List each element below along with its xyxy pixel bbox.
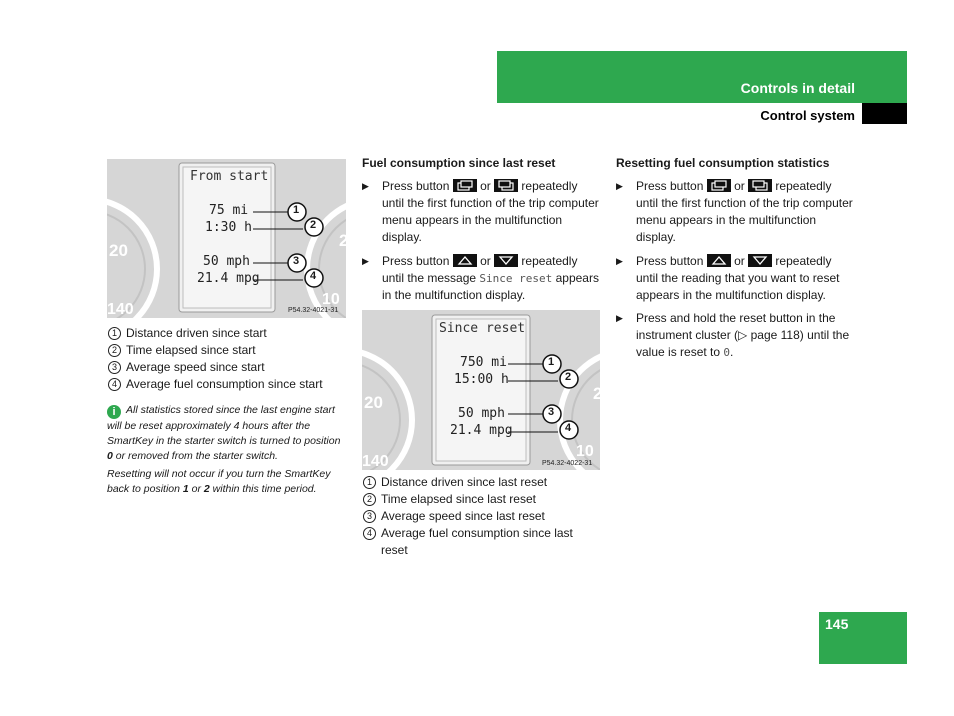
gauge-label-2: 2 <box>593 384 603 403</box>
arrow-up-button-icon <box>453 254 477 267</box>
gauge-label-10: 10 <box>322 291 340 308</box>
legend-number: 3 <box>363 510 376 523</box>
heading-fuel-since-reset: Fuel consumption since last reset <box>362 156 556 170</box>
step <box>362 178 602 246</box>
section-tab <box>862 103 907 124</box>
legend-text: Average fuel consumption since start <box>126 377 323 391</box>
legend-item <box>363 491 599 508</box>
display-title: From start <box>190 169 269 184</box>
display-line-consumption: 21.4 mpg <box>450 423 513 438</box>
bullet: ▶ <box>616 256 623 266</box>
step-text: . <box>730 345 734 359</box>
step-text: or <box>734 179 745 193</box>
display-line-speed: 50 mph <box>203 254 250 269</box>
step-text: appears in the multifunction display. <box>382 271 599 302</box>
step-text: repeatedly until the first function of the trip computer menu appears in the multifunction display. <box>636 179 853 244</box>
step-text: Press button <box>382 254 450 268</box>
section-title: Controls in detail <box>740 80 855 96</box>
callout-label-2: 2 <box>310 219 317 231</box>
legend-item <box>108 359 348 376</box>
gauge-label-2: 2 <box>339 231 349 250</box>
step-text: Press button <box>636 254 704 268</box>
step-text: repeatedly until the reading that you want to reset appears in the multifunction display. <box>636 254 840 302</box>
display-value: 0 <box>723 346 731 359</box>
callout-label-3: 3 <box>293 255 300 267</box>
figure-since-reset <box>362 310 603 470</box>
step-text: Press button <box>636 179 704 193</box>
step-text: or <box>480 179 491 193</box>
step <box>616 178 856 246</box>
callout-label-1: 1 <box>548 356 555 368</box>
info-note <box>107 403 347 463</box>
legend-from-start <box>108 325 348 393</box>
note-text: or <box>188 482 204 495</box>
legend-number: 1 <box>108 327 121 340</box>
display-title: Since reset <box>439 321 526 336</box>
legend-item <box>108 342 348 359</box>
step <box>616 253 856 304</box>
display-line-consumption: 21.4 mpg <box>197 271 260 286</box>
gauge-label-140: 140 <box>362 453 389 470</box>
figure-from-start <box>107 159 349 318</box>
legend-text: Average fuel consumption since last reset <box>381 526 573 557</box>
legend-text: Average speed since last reset <box>381 509 545 523</box>
display-line-speed: 50 mph <box>458 406 505 421</box>
arrow-up-button-icon <box>707 254 731 267</box>
legend-number: 3 <box>108 361 121 374</box>
legend-number: 2 <box>363 493 376 506</box>
note-text: All statistics stored since the last engine start will be reset approximately 4 hours after the SmartKey in the starter switch is turned to position <box>107 404 341 447</box>
legend-number: 1 <box>363 476 376 489</box>
note-text: or removed from the starter switch. <box>112 449 278 462</box>
gauge-label-20: 20 <box>364 393 383 412</box>
note-position: 1 <box>182 482 189 495</box>
heading-resetting-statistics: Resetting fuel consumption statistics <box>616 156 830 170</box>
note-position: 0 <box>107 449 113 462</box>
step-text: repeatedly until the message <box>382 254 578 285</box>
step-text: Press button <box>382 179 450 193</box>
arrow-down-button-icon <box>748 254 772 267</box>
step-text: ) until the value is reset to <box>636 328 850 359</box>
info-icon: i <box>107 405 121 419</box>
page-forward-button-icon <box>707 179 731 192</box>
page-forward-button-icon <box>453 179 477 192</box>
legend-text: Average speed since start <box>126 360 265 374</box>
legend-item <box>108 325 348 342</box>
display-line-distance: 750 mi <box>460 355 507 370</box>
step-text: repeatedly until the first function of the trip computer menu appears in the multifunction display. <box>382 179 599 244</box>
display-line-time: 15:00 h <box>454 372 509 387</box>
page-number: 145 <box>825 616 849 632</box>
legend-text: Distance driven since last reset <box>381 475 548 489</box>
note-text: Resetting will not occur if you turn the SmartKey back to position <box>107 468 331 495</box>
callout-label-1: 1 <box>293 204 300 216</box>
display-message: Since reset <box>479 272 553 285</box>
display-line-time: 1:30 h <box>205 220 252 235</box>
arrow-down-button-icon <box>494 254 518 267</box>
note-text: within this time period. <box>209 482 317 495</box>
display-line-distance: 75 mi <box>209 203 249 218</box>
gauge-label-20: 20 <box>109 241 128 260</box>
step-text: or <box>480 254 491 268</box>
info-note-2 <box>107 467 347 497</box>
legend-text: Distance driven since start <box>126 326 267 340</box>
page-reference-link[interactable]: ▷ page 118 <box>738 328 800 342</box>
legend-item <box>108 376 348 393</box>
subsection-title: Control system <box>760 108 855 123</box>
step-text: or <box>734 254 745 268</box>
figure-code: P54.32-4021-31 <box>288 307 339 314</box>
callout-label-4: 4 <box>310 270 317 282</box>
figure-code: P54.32-4022-31 <box>542 460 593 467</box>
legend-text: Time elapsed since start <box>126 343 256 357</box>
legend-text: Time elapsed since last reset <box>381 492 536 506</box>
page-back-button-icon <box>748 179 772 192</box>
legend-item <box>363 508 599 525</box>
bullet: ▶ <box>616 181 623 191</box>
bullet: ▶ <box>362 181 369 191</box>
step <box>362 253 602 304</box>
page-back-button-icon <box>494 179 518 192</box>
legend-number: 4 <box>108 378 121 391</box>
step-text: Press and hold the reset button in the instrument cluster ( <box>636 311 836 342</box>
gauge-label-10: 10 <box>576 443 594 460</box>
legend-item <box>363 525 599 559</box>
callout-label-4: 4 <box>565 422 572 434</box>
legend-since-reset <box>363 474 599 559</box>
legend-number: 4 <box>363 527 376 540</box>
gauge-label-140: 140 <box>107 301 134 318</box>
bullet: ▶ <box>362 256 369 266</box>
callout-label-2: 2 <box>565 371 572 383</box>
step <box>616 310 856 361</box>
bullet: ▶ <box>616 313 623 323</box>
callout-label-3: 3 <box>548 406 555 418</box>
legend-item <box>363 474 599 491</box>
note-position: 2 <box>203 482 210 495</box>
legend-number: 2 <box>108 344 121 357</box>
